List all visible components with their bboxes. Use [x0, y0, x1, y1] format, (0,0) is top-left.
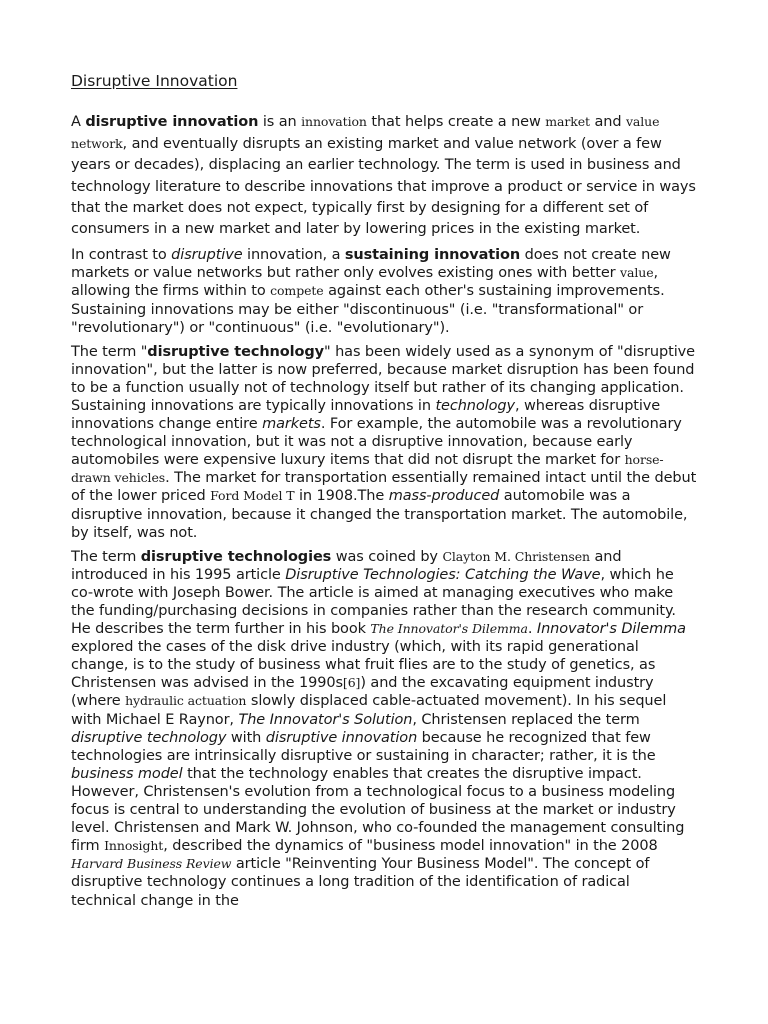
document-body: [71, 111, 698, 910]
text-run: In contrast to: [71, 247, 172, 264]
text-run: .: [527, 621, 537, 638]
text-run: slowly displaced cable-actuated movement). In his sequel with Michael E Raynor,: [71, 693, 667, 728]
paragraph: [71, 246, 698, 336]
text-run: in 1908.The: [294, 488, 389, 505]
text-run: , described the dynamics of "business model innovation" in the 2008: [163, 838, 658, 855]
paragraph: [71, 548, 698, 910]
paragraph: [71, 111, 698, 240]
linked-term: hydraulic actuation: [125, 693, 247, 709]
text-run: and: [589, 114, 626, 130]
text-run: is an: [258, 114, 302, 130]
bold-term: disruptive innovation: [85, 114, 259, 130]
linked-term: innovation: [301, 114, 367, 129]
text-run: because he recognized that few technologies are intrinsically disruptive or sustaining in character; rather, it is the: [71, 729, 656, 764]
linked-term: compete: [270, 283, 324, 299]
text-run: against each other's sustaining improvements. Sustaining innovations may be either "discontinuous" (i.e. "transformational" or "revolutionary") or "continuous" (i.e. "evolutionary").: [71, 283, 665, 336]
linked-term: value network: [71, 114, 660, 152]
linked-term: Ford Model T: [210, 488, 295, 504]
text-run: innovation, a: [242, 247, 345, 264]
linked-term: market: [545, 114, 590, 129]
text-run: , whereas disruptive innovations change entire: [71, 397, 661, 433]
text-run: , and eventually disrupts an existing market and value network (over a few years or decades), displacing an earlier technology. The term is used in business and technology literature to describe innovations that improve a product or service in ways that the market does not expect, typically first by designing for a different set of consumers in a new market and later by lowering prices in the existing market.: [71, 136, 696, 238]
text-run: does not create new markets or value networks but rather only evolves existing ones with better: [71, 247, 671, 282]
linked-term: Innosight: [104, 838, 164, 854]
text-run: . For example, the automobile was a revolutionary technological innovation, but it was not a disruptive innovation, because early automobiles were expensive luxury items that did not disrupt the market for: [71, 416, 682, 469]
italic-text: markets: [262, 416, 321, 433]
page-title: Disruptive Innovation: [71, 72, 238, 90]
italic-text: technology: [435, 397, 515, 414]
linked-term: horse-drawn vehicles: [71, 452, 664, 486]
text-run: was coined by: [331, 548, 443, 565]
text-run: and introduced in his 1995 article: [71, 548, 622, 583]
bold-term: sustaining innovation: [344, 247, 521, 264]
linked-term: Clayton M. Christensen: [442, 548, 590, 564]
text-run: that helps create a new: [366, 114, 546, 130]
italic-text: disruptive: [171, 247, 243, 264]
italic-text: mass-produced: [388, 488, 500, 505]
italic-text: The Innovator's Dilemma: [370, 621, 528, 637]
italic-text: business model: [71, 765, 183, 782]
italic-text: disruptive innovation: [265, 729, 418, 746]
text-run: automobile was a disruptive innovation, because it changed the transportation market. The automobile, by itself, was not.: [71, 488, 688, 541]
text-run: " has been widely used as a synonym of "disruptive innovation", but the latter is now preferred, because market disruption has been found to be a function usually not of technology itself but rather of its changing application. Sustaining innovations are typically innovations in: [71, 343, 695, 414]
paragraph: [71, 343, 698, 542]
text-run: , allowing the firms within to: [71, 265, 659, 300]
italic-text: Disruptive Technologies: Catching the Wave: [285, 566, 601, 583]
linked-term: value: [620, 265, 654, 281]
text-run: ) and the excavating equipment industry (where: [71, 675, 654, 710]
text-run: A: [71, 114, 86, 130]
bold-term: disruptive technology: [147, 343, 324, 360]
text-run: with: [226, 729, 266, 746]
italic-text: Harvard Business Review: [71, 856, 232, 872]
bold-term: disruptive technologies: [140, 548, 332, 565]
text-run: The term ": [71, 343, 148, 360]
text-run: The term: [71, 548, 141, 565]
italic-text: Innovator's Dilemma: [536, 621, 686, 638]
italic-text: The Innovator's Solution: [238, 711, 413, 728]
text-run: article "Reinventing Your Business Model". The concept of disruptive technology continues a long tradition of the identification of radical technical change in the: [71, 856, 650, 909]
linked-term: [6]: [342, 675, 361, 691]
text-run: , Christensen replaced the term: [412, 711, 640, 728]
text-run: explored the cases of the disk drive industry (which, with its rapid generational change, is to the study of business what fruit flies are to the study of genetics, as Christensen was advised in the 1990s: [71, 639, 656, 692]
text-run: , which he co-wrote with Joseph Bower. The article is aimed at managing executives who make the funding/purchasing decisions in companies rather than the research community. He describes the term further in his book: [71, 566, 676, 638]
italic-text: disruptive technology: [71, 729, 227, 746]
text-run: that the technology enables that creates the disruptive impact. However, Christensen's evolution from a technological focus to a business modeling focus is central to understanding the evolution of business at the market or industry level. Christensen and Mark W. Johnson, who co-founded the management consulting firm: [71, 765, 685, 855]
text-run: . The market for transportation essentially remained intact until the debut of the lower priced: [71, 470, 697, 505]
